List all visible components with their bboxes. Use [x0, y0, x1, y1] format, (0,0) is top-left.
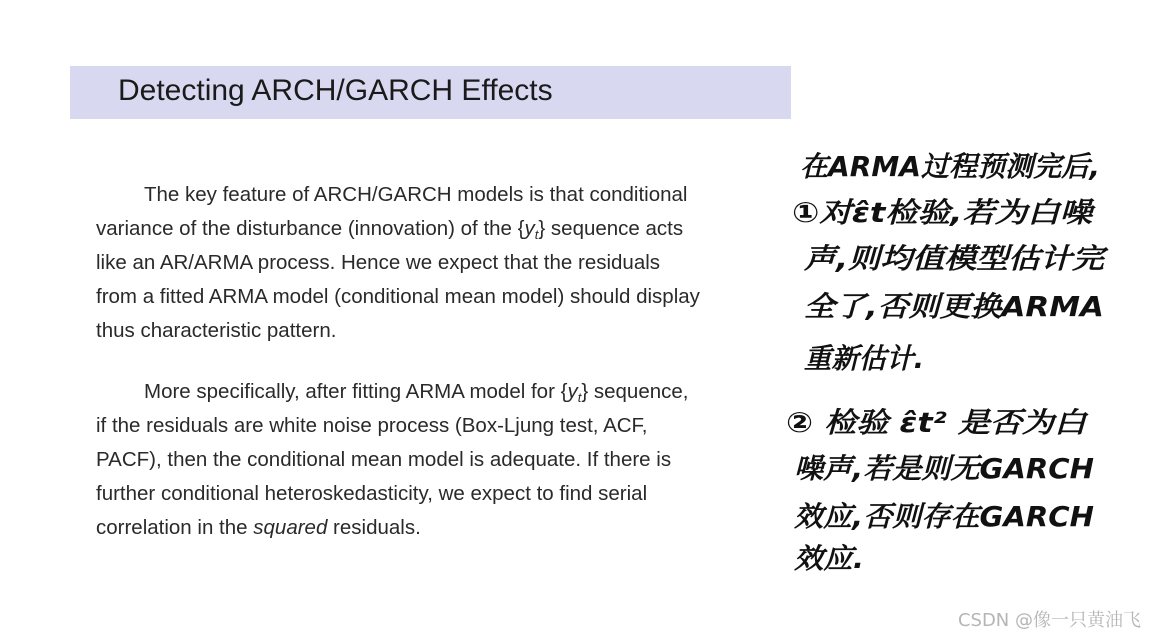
slide-title-band	[70, 66, 791, 119]
p2-line-4: further conditional heteroskedasticity, we expect to find serial	[96, 482, 648, 505]
annotation-line-8: 效应,否则存在GARCH	[794, 500, 1094, 533]
yt-var-2: y	[567, 380, 578, 403]
paragraph-2	[96, 375, 786, 545]
p1-line-2-post: } sequence acts	[538, 217, 684, 240]
annotation-line-2: ①对ε̂t检验,若为白噪	[792, 196, 1097, 229]
p2-line-5-em: squared	[253, 516, 328, 539]
annotation-line-5: 重新估计.	[804, 342, 924, 375]
yt-sub-2: t	[577, 390, 582, 405]
p2-line-1-post: } sequence,	[581, 380, 689, 403]
yt-symbol-2	[567, 380, 581, 403]
yt-symbol	[525, 217, 539, 240]
p1-line-1: The key feature of ARCH/GARCH models is that conditional	[144, 183, 688, 206]
p2-line-3: PACF), then the conditional mean model is adequate. If there is	[96, 448, 672, 471]
annotation-line-6: ② 检验 ε̂t² 是否为白	[786, 406, 1090, 439]
annotation-line-9: 效应.	[794, 542, 864, 572]
p1-line-2-pre: variance of the disturbance (innovation) of the {	[96, 217, 525, 240]
p1-line-5: thus characteristic pattern.	[96, 319, 337, 342]
slide-title: Detecting ARCH/GARCH Effects	[118, 74, 553, 107]
yt-sub: t	[534, 227, 539, 242]
watermark: CSDN @像一只黄油飞	[957, 610, 1141, 631]
p2-line-5-pre: correlation in the	[96, 516, 254, 539]
p1-line-3: like an AR/ARMA process. Hence we expect that the residuals	[96, 251, 661, 274]
annotation-line-4: 全了,否则更换ARMA	[804, 290, 1104, 323]
p2-line-1-pre: More specifically, after fitting ARMA model for {	[144, 380, 568, 403]
annotation-line-3: 声,则均值模型估计完	[802, 242, 1110, 275]
p2-line-1	[96, 375, 786, 409]
yt-var: y	[524, 217, 535, 240]
paragraph-1	[96, 178, 786, 348]
p1-line-2	[96, 212, 786, 246]
handwritten-annotation	[786, 140, 1136, 572]
annotation-line-7: 噪声,若是则无GARCH	[794, 452, 1094, 485]
p2-line-2: if the residuals are white noise process (Box-Ljung test, ACF,	[96, 414, 648, 437]
p1-line-4: from a fitted ARMA model (conditional mean model) should display	[96, 285, 700, 308]
annotation-line-1: 在ARMA过程预测完后,	[800, 150, 1100, 183]
p2-line-5-post: residuals.	[327, 516, 421, 539]
p2-line-5	[96, 511, 786, 545]
